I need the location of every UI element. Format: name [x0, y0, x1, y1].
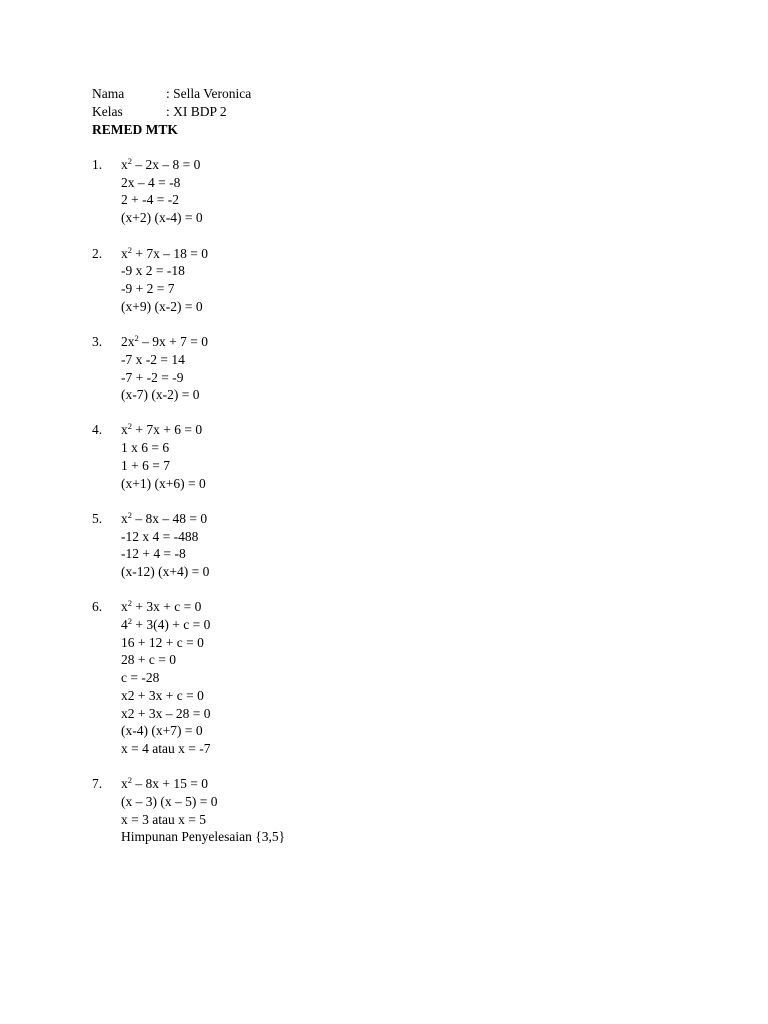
work-line: 28 + c = 0	[121, 652, 176, 667]
work-line: (x – 3) (x – 5) = 0	[121, 794, 218, 809]
work-line: 1 x 6 = 6	[121, 440, 170, 455]
work-line: 1 + 6 = 7	[121, 458, 170, 473]
work-line: x = 3 atau x = 5	[121, 812, 206, 827]
name-value: : Sella Veronica	[166, 86, 252, 101]
problem-number: 4.	[92, 422, 103, 437]
work-line: x = 4 atau x = -7	[121, 741, 211, 756]
work-line: c = -28	[121, 670, 160, 685]
problem-number: 5.	[92, 511, 103, 526]
equation-line: $x^2 + 7x - 18 = 0$	[121, 245, 208, 261]
work-line: -9 x 2 = -18	[121, 263, 185, 278]
equation-line: $x^2 - 8x + 15 = 0$	[121, 775, 208, 791]
work-line: -12 + 4 = -8	[121, 546, 186, 561]
problem-number: 2.	[92, 246, 103, 261]
work-line: 16 + 12 + c = 0	[121, 635, 204, 650]
work-line: (x+2) (x-4) = 0	[121, 210, 203, 225]
work-line: -12 x 4 = -488	[121, 529, 199, 544]
problem-number: 6.	[92, 599, 103, 614]
work-line: x2 + 3x – 28 = 0	[121, 706, 211, 721]
work-line: -7 x -2 = 14	[121, 352, 185, 367]
work-line: (x-12) (x+4) = 0	[121, 564, 210, 579]
problem-number: 7.	[92, 776, 103, 791]
equation-line: $x^2 + 3x + c = 0$	[121, 598, 202, 614]
work-line: (x+1) (x+6) = 0	[121, 476, 206, 491]
class-label: Kelas	[92, 104, 123, 119]
work-line: -7 + -2 = -9	[121, 370, 184, 385]
document-title: REMED MTK	[92, 122, 178, 137]
work-line: x2 + 3x + c = 0	[121, 688, 204, 703]
problem-number: 1.	[92, 157, 103, 172]
work-line: (x-4) (x+7) = 0	[121, 723, 203, 738]
solution-set-line: Himpunan Penyelesaian {3,5}	[121, 829, 286, 844]
equation-line: $4^2 + 3(4) + c = 0$	[121, 616, 211, 632]
work-line: 2x – 4 = -8	[121, 175, 181, 190]
work-line: (x-7) (x-2) = 0	[121, 387, 200, 402]
equation-line: $x^2 - 2x - 8 = 0$	[121, 156, 201, 172]
class-value: : XI BDP 2	[166, 104, 227, 119]
work-line: (x+9) (x-2) = 0	[121, 299, 203, 314]
equation-line: $x^2 + 7x + 6 = 0$	[121, 421, 203, 437]
equation-line: $2x^2 - 9x + 7 = 0$	[121, 333, 208, 349]
work-line: -9 + 2 = 7	[121, 281, 175, 296]
problem-number: 3.	[92, 334, 103, 349]
work-line: 2 + -4 = -2	[121, 192, 179, 207]
name-label: Nama	[92, 86, 125, 101]
equation-line: $x^2 - 8x - 48 = 0$	[121, 510, 208, 526]
